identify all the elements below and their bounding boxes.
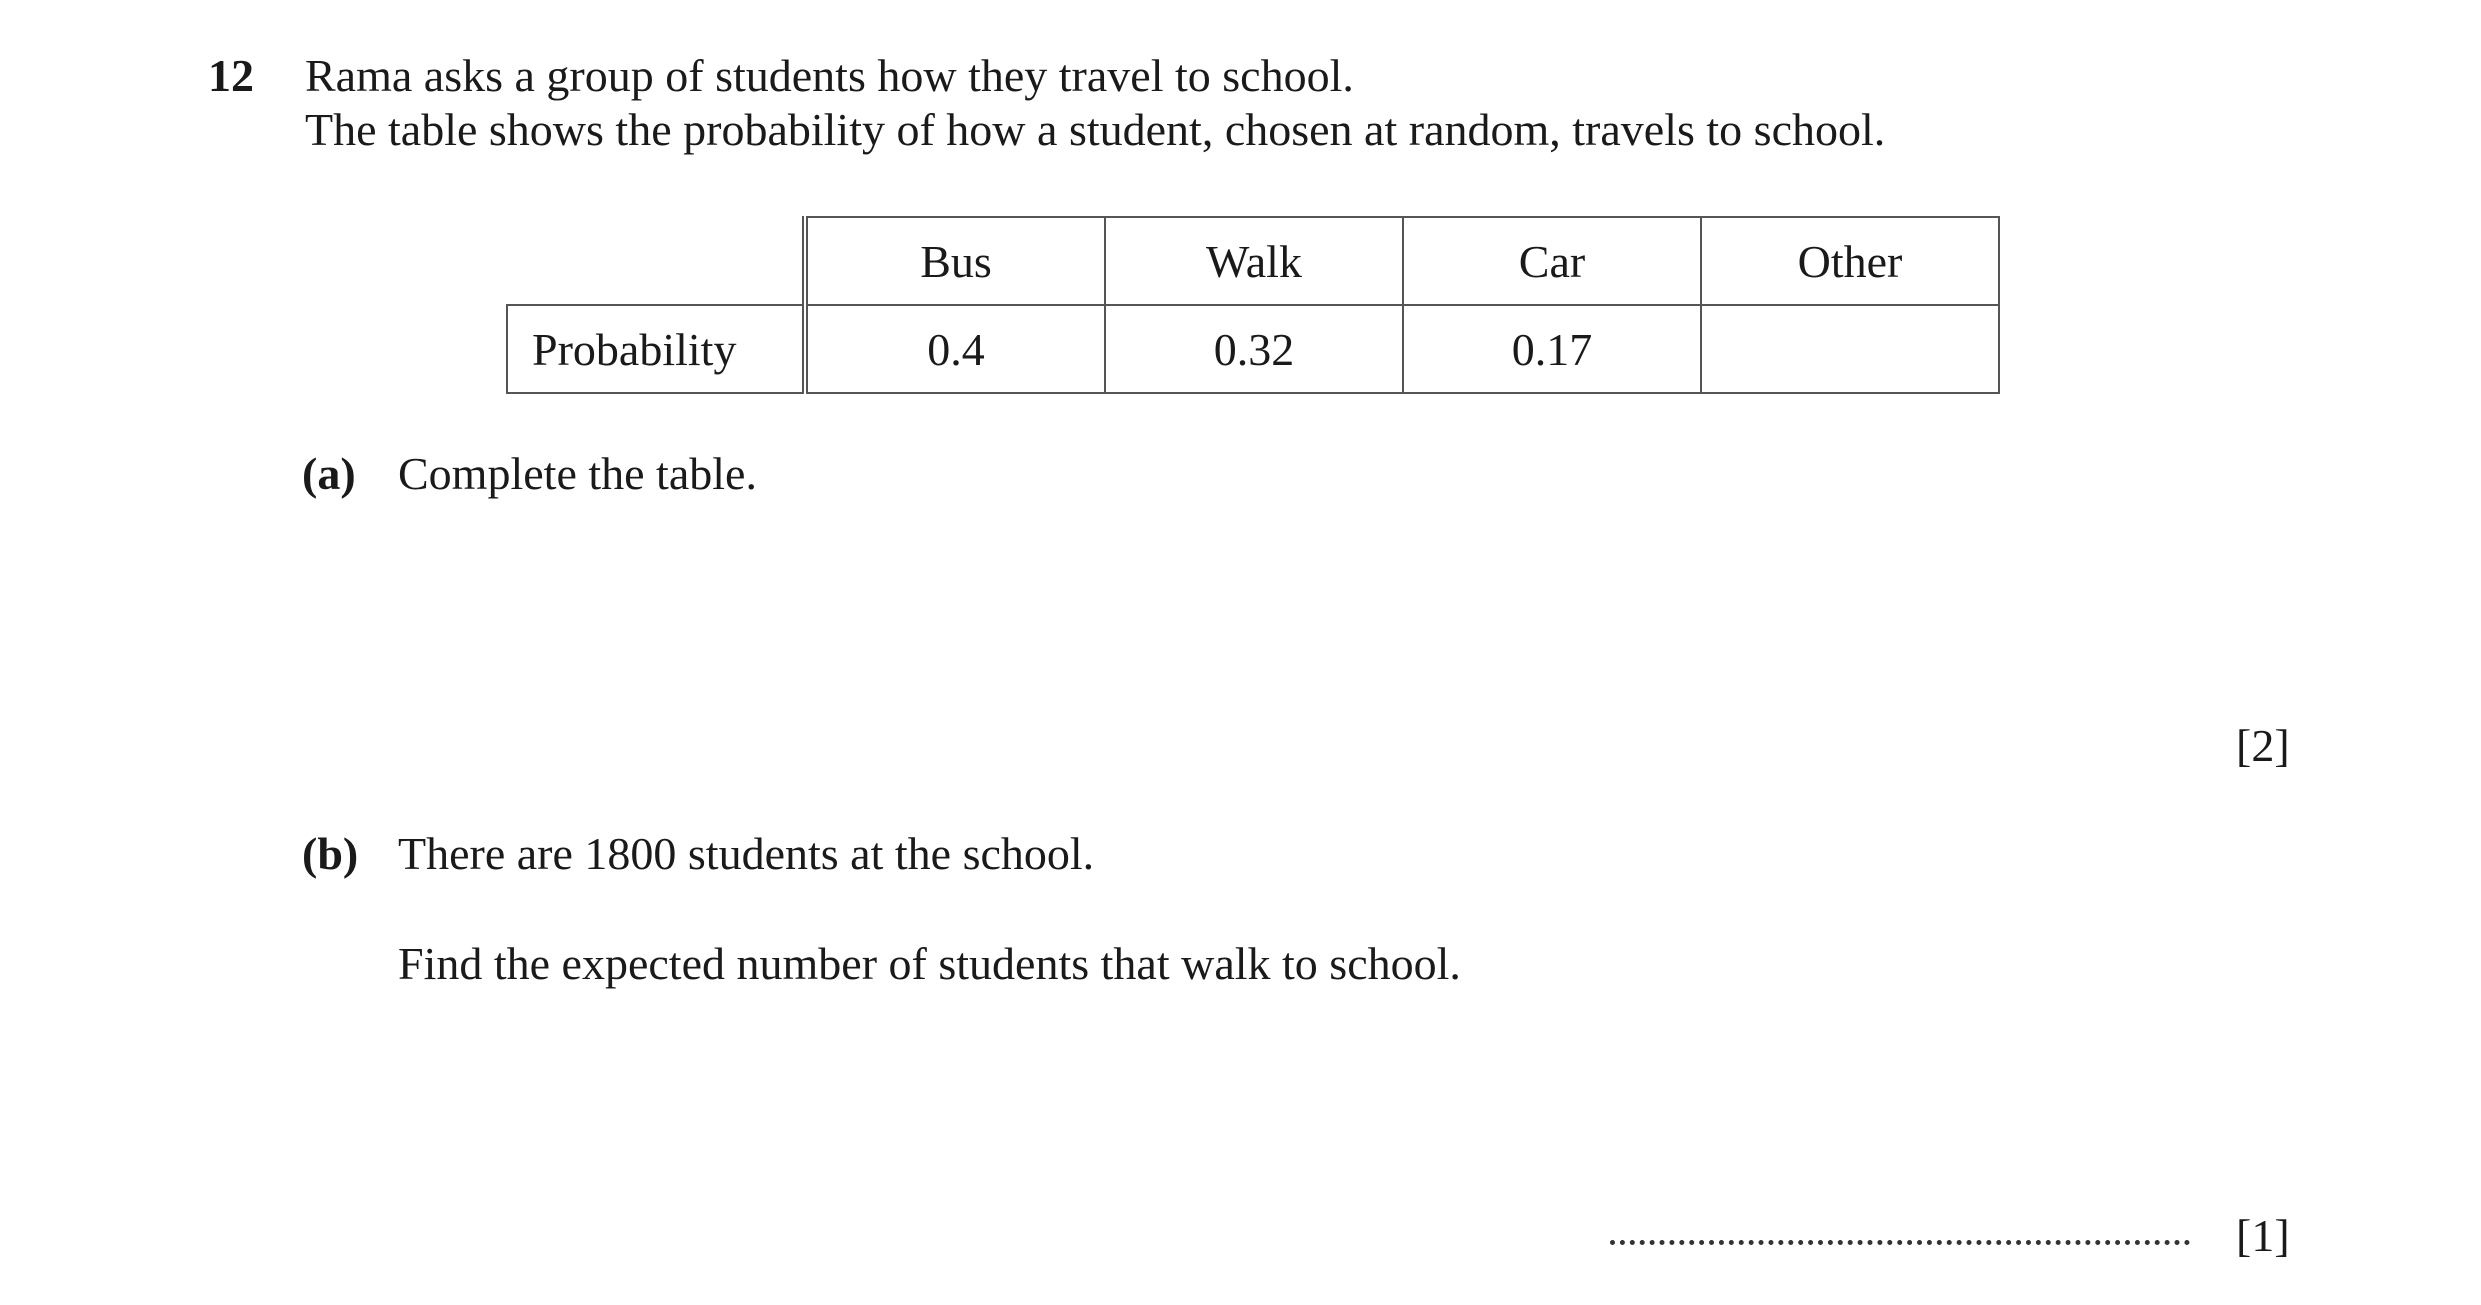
header-other: Other (1701, 217, 1999, 305)
part-b-text: There are 1800 students at the school. (398, 828, 1095, 879)
table-header-row (507, 217, 1999, 305)
value-other-answer-cell[interactable] (1701, 305, 1999, 393)
header-walk: Walk (1105, 217, 1403, 305)
part-a-label: (a) (302, 448, 356, 499)
part-b-label: (b) (302, 828, 359, 879)
value-car: 0.17 (1403, 305, 1701, 393)
table-probability-row (507, 305, 1999, 393)
part-b-answer-line[interactable] (1610, 1240, 2190, 1245)
part-a-text: Complete the table. (398, 448, 757, 499)
part-b-marks: [1] (2236, 1210, 2290, 1261)
question-intro-line-2: The table shows the probability of how a student, chosen at random, travels to school. (305, 104, 1886, 155)
row-label-probability: Probability (507, 305, 805, 393)
header-bus: Bus (805, 217, 1105, 305)
header-car: Car (1403, 217, 1701, 305)
value-walk: 0.32 (1105, 305, 1403, 393)
part-a-marks: [2] (2236, 720, 2290, 771)
question-intro-line-1: Rama asks a group of students how they travel to school. (305, 50, 1354, 101)
question-number: 12 (208, 50, 254, 101)
part-b-instruction: Find the expected number of students that walk to school. (398, 938, 1461, 989)
value-bus: 0.4 (805, 305, 1105, 393)
table-corner-cell (507, 217, 805, 305)
probability-table (506, 216, 2000, 394)
